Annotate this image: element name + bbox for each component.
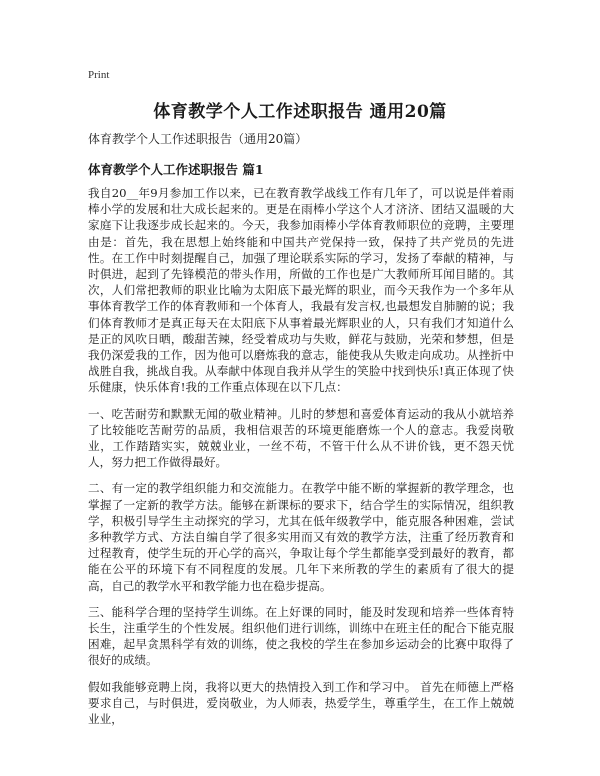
- paragraph-intro: 我自20__年9月参加工作以来，已在教育教学战线工作有几年了，可以说是伴着雨棒小学的发展和壮大成长起来的。更是在雨棒小学这个人才济济、团结又温暖的大家庭下让我逐步成长起来的。今天，我参加雨棒小学体育教师职位的竞聘，主要理由是：首先，我在思想上始终能和中国共产党保持一致，保持了共产党员的先进性。在工作中时刻提醒自己，加强了理论联系实际的学习，发扬了奉献的精神，与时俱进，起到了先锋模范的带头作用，所做的工作也是广大教师所耳闻目睹的。其次，人们常把教师的职业比喻为太阳底下最光辉的职业，而今天我作为一个多年从事体育教学工作的体育教师和一个体育人，我最有发言权,也最想发自肺腑的说；我们体育教师才是真正每天在太阳底下从事着最光辉职业的人，只有我们才知道什么是正的风吹日晒，酸甜苦辣，经受着成功与失败，鲜花与鼓励，光荣和梦想，但是我仍深爱我的工作，因为他可以磨炼我的意志，能使我从失败走向成功。从挫折中战胜自我，挑战自我。从奉献中体现自我并从学生的笑脸中找到快乐!真正体现了快乐健康，快乐体育!我的工作重点体现在以下几点：: [88, 186, 514, 395]
- print-label: Print: [88, 69, 110, 81]
- paragraph-point-three: 三、能科学合理的坚持学生训练。在上好课的同时，能及时发现和培养一些体育特长生，注重学生的个性发展。组织他们进行训练，训练中在班主任的配合下能克服困难，起早贪黑科学有效的训练，使之我校的学生在参加乡运动会的比赛中取得了很好的成绩。: [88, 604, 514, 668]
- paragraph-point-two: 二、有一定的教学组织能力和交流能力。在教学中能不断的掌握新的教学理念，也掌握了一定新的教学方法。能够在新课标的要求下，结合学生的实际情况，组织教学，积极引导学生主动探究的学习，尤其在低年级教学中，能克服各种困难，尝试多种教学方式、方法自编自学了很多实用而又有效的教学方法，注重了经历教育和过程教育，使学生玩的开心学的高兴，争取让每个学生都能享受到最好的教育，都能在公平的环境下有不同程度的发展。几年下来所教的学生的素质有了很大的提高，自己的教学水平和教学能力也在稳步提高。: [88, 481, 514, 593]
- document-subtitle: 体育教学个人工作述职报告（通用20篇）: [88, 132, 308, 146]
- paragraph-point-one: 一、吃苦耐劳和默默无闻的敬业精神。儿时的梦想和喜爱体育运动的我从小就培养了比较能吃苦耐劳的品质，我相信艰苦的环境更能磨炼一个人的意志。我爱岗敬业，工作踏踏实实，兢兢业业，一丝不苟，不管干什么从不讲价钱，更不怨天忧人，努力把工作做得最好。: [88, 406, 514, 470]
- document-body: [88, 185, 514, 737]
- paragraph-closing: 假如我能够竞聘上岗，我将以更大的热情投入到工作和学习中。 首先在师德上严格要求自己，与时俱进，爱岗敬业，为人师表，热爱学生，尊重学生，在工作上兢兢业业，: [88, 679, 514, 727]
- document-title: 体育教学个人工作述职报告 通用20篇: [153, 102, 447, 122]
- section-heading: 体育教学个人工作述职报告 篇1: [88, 162, 264, 177]
